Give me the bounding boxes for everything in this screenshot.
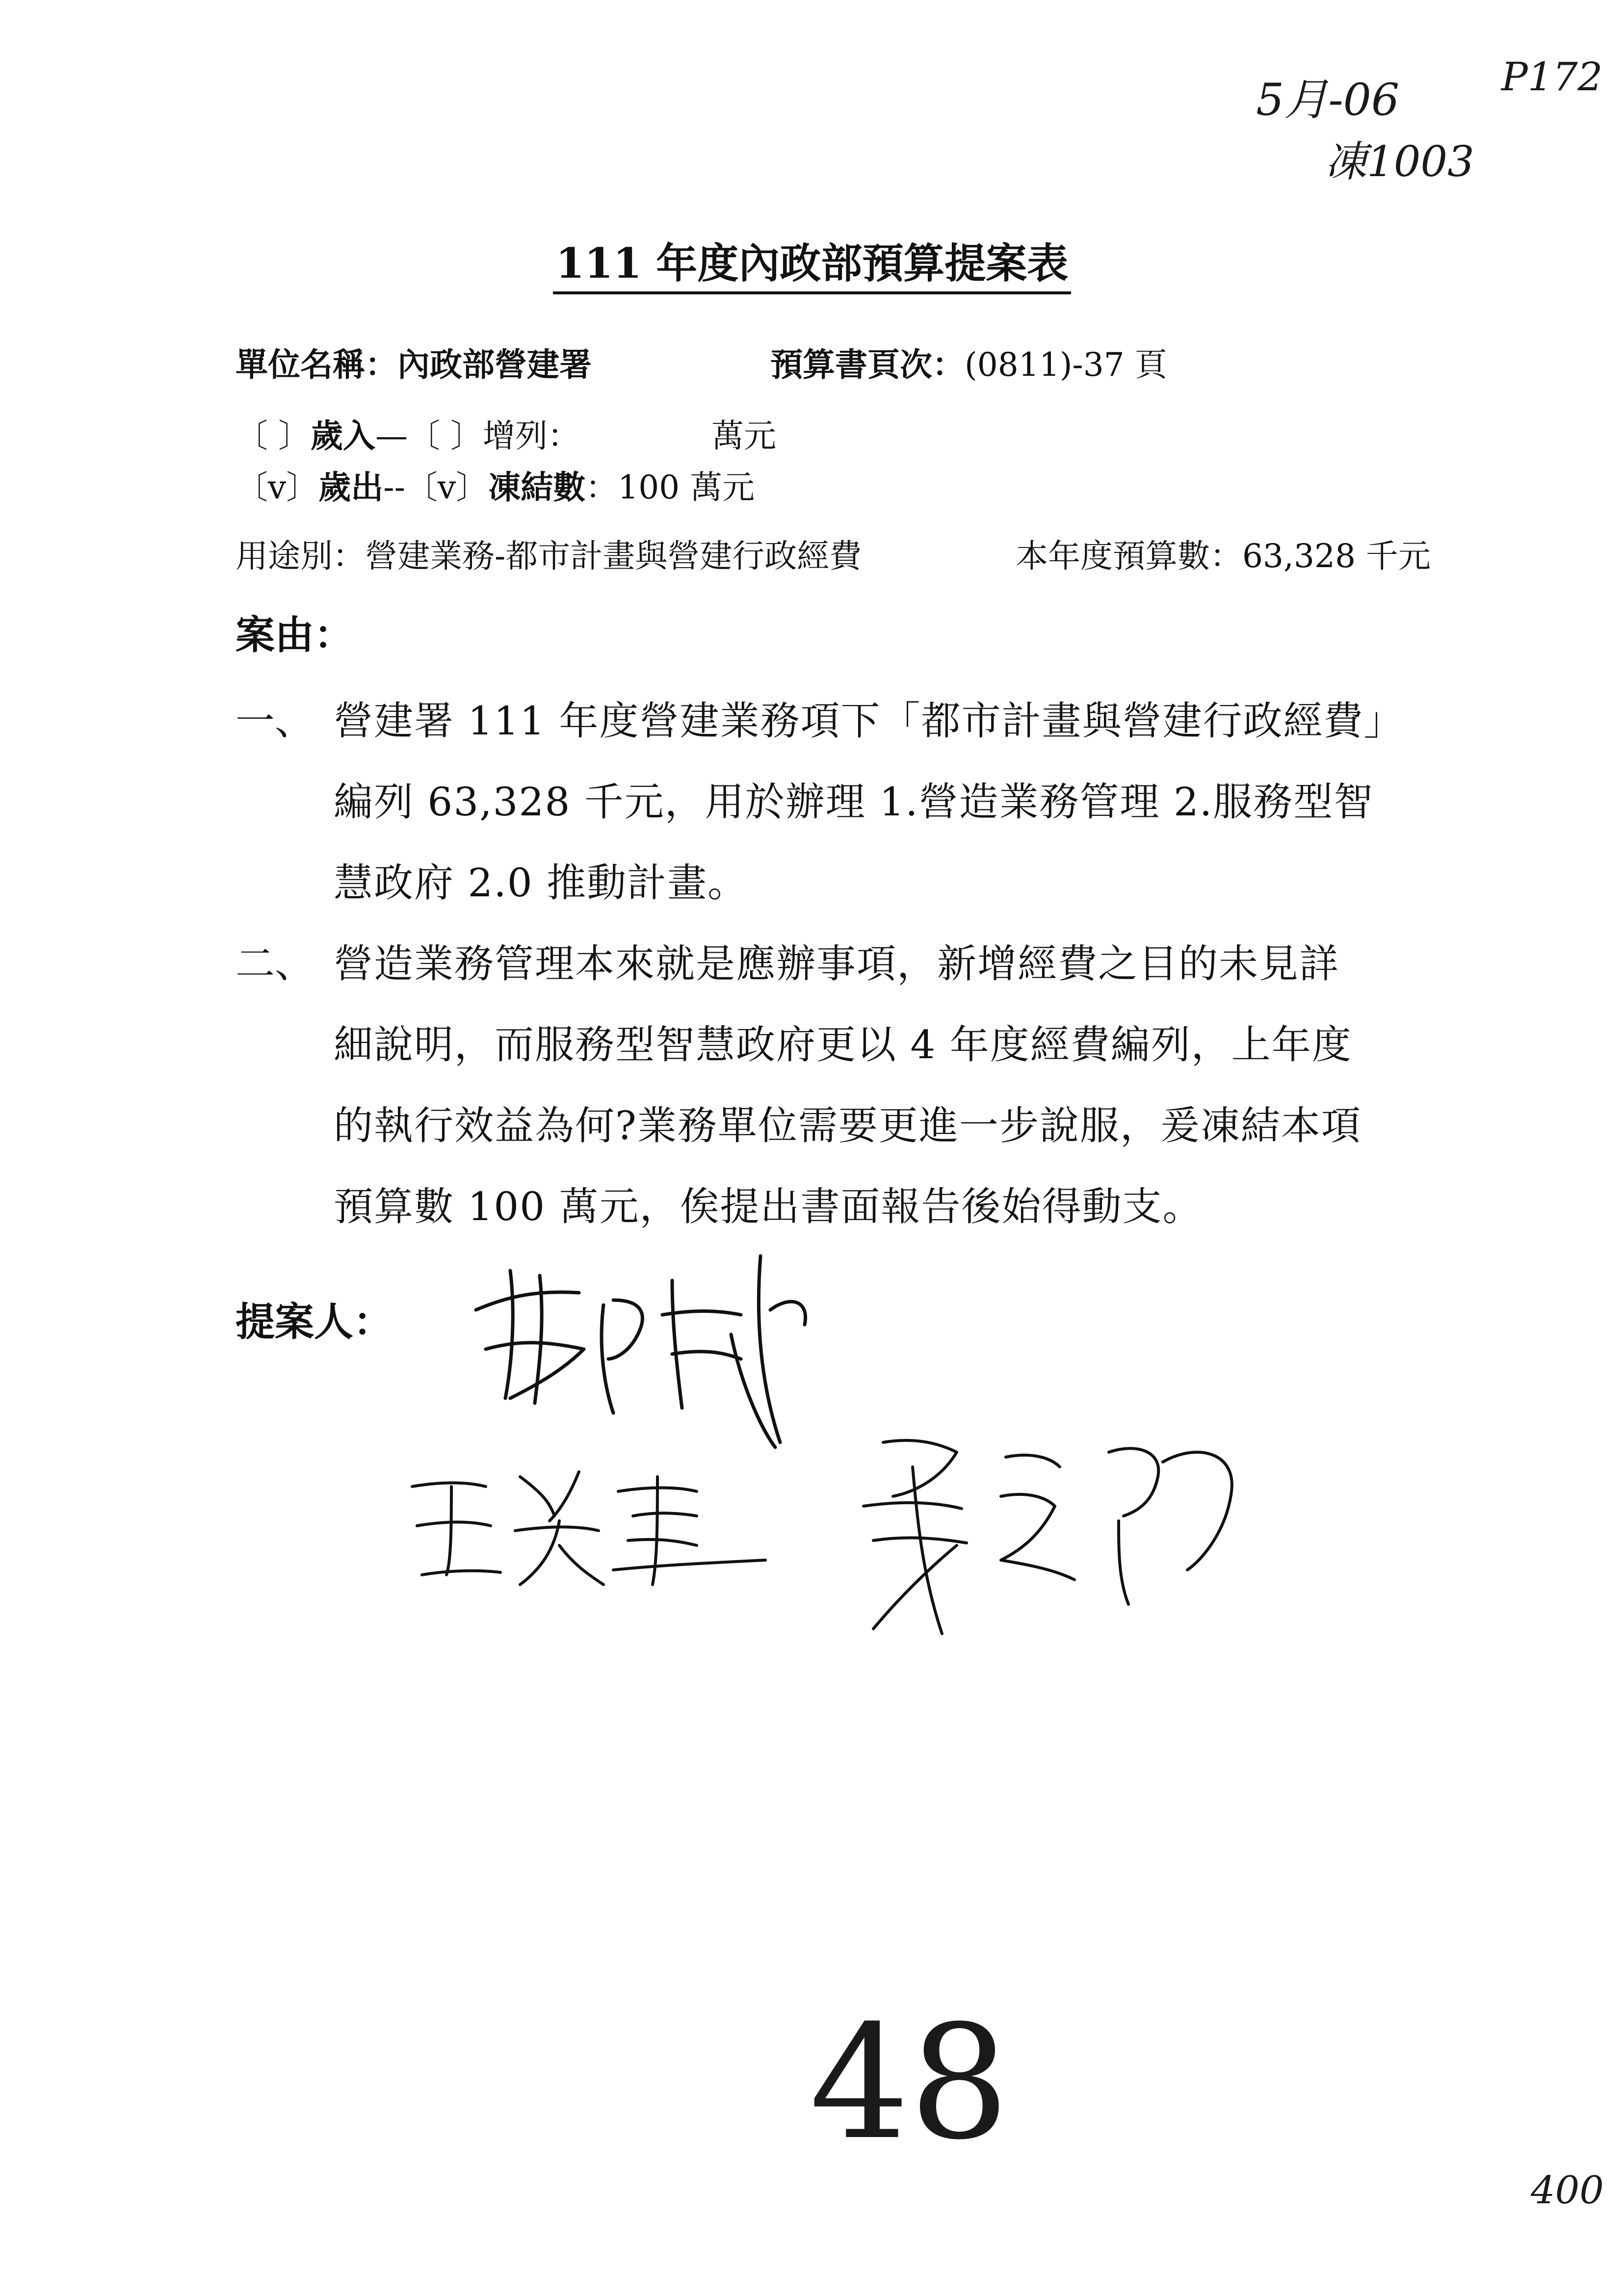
revenue-line [236, 410, 580, 456]
handwritten-note-3: 凍1003 [1325, 137, 1474, 186]
unit-value: 內政部營建署 [397, 345, 592, 384]
item-2-line-4: 預算數 100 萬元，俟提出書面報告後始得動支。 [334, 1184, 1203, 1229]
item-2-line-2: 細說明，而服務型智慧政府更以 4 年度經費編列，上年度 [334, 1022, 1352, 1068]
handwritten-note-2: P172 [1501, 54, 1603, 100]
freeze-label: 凍結數 [488, 468, 586, 506]
proposer-label: 提案人： [236, 1299, 393, 1345]
revenue-unit: 萬元 [711, 417, 776, 455]
expense-checkbox: 〔v〕 [236, 469, 319, 506]
page-number: 48 [810, 1992, 1010, 2174]
revenue-checkbox: 〔 〕 [236, 417, 311, 455]
revenue-label: 歲入 [310, 417, 375, 455]
page-ref-line [770, 339, 1167, 385]
page-ref-label: 預算書頁次： [770, 345, 965, 384]
unit-line [236, 339, 592, 385]
item-1-line-2: 編列 63,328 千元，用於辦理 1.營造業務管理 2.服務型智 [334, 779, 1374, 825]
item-2-line-3: 的執行效益為何?業務單位需要更進一步說服，爰凍結本項 [334, 1103, 1362, 1148]
signature-1 [466, 1236, 937, 1452]
usage-text: 用途別：營建業務-都市計畫與營建行政經費 [236, 537, 862, 575]
increase-checkbox: 〔 〕 [407, 417, 483, 455]
page-ref-value: (0811)-37 頁 [965, 346, 1167, 384]
expense-line [236, 461, 755, 508]
expense-separator: -- [383, 469, 405, 506]
increase-label: 增列： [482, 417, 580, 455]
revenue-separator: — [375, 417, 408, 455]
budget-amount: 本年度預算數：63,328 千元 [1016, 537, 1431, 575]
freeze-value: ：100 萬元 [585, 469, 755, 506]
document-title: 111 年度內政部預算提案表 [0, 231, 1624, 290]
reason-heading: 案由： [236, 612, 353, 658]
item-2-line-1: 營造業務管理本來就是應辦事項，新增經費之目的未見詳 [334, 941, 1339, 987]
item-1-line-3: 慧政府 2.0 推動計畫。 [334, 860, 748, 906]
item-number-2: 二、 [236, 941, 314, 987]
signature-3 [844, 1423, 1246, 1648]
usage-line [236, 530, 862, 576]
item-number-1: 一、 [236, 698, 314, 744]
handwritten-note-1: 5月-06 [1256, 74, 1400, 126]
expense-label: 歲出 [318, 468, 384, 506]
handwritten-corner-note: 400 [1531, 2168, 1604, 2213]
item-1-line-1: 營建署 111 年度營建業務項下「都市計畫與營建行政經費」 [334, 698, 1404, 744]
unit-label: 單位名稱： [236, 345, 397, 384]
signature-2 [402, 1447, 775, 1594]
freeze-checkbox: 〔v〕 [405, 469, 489, 506]
